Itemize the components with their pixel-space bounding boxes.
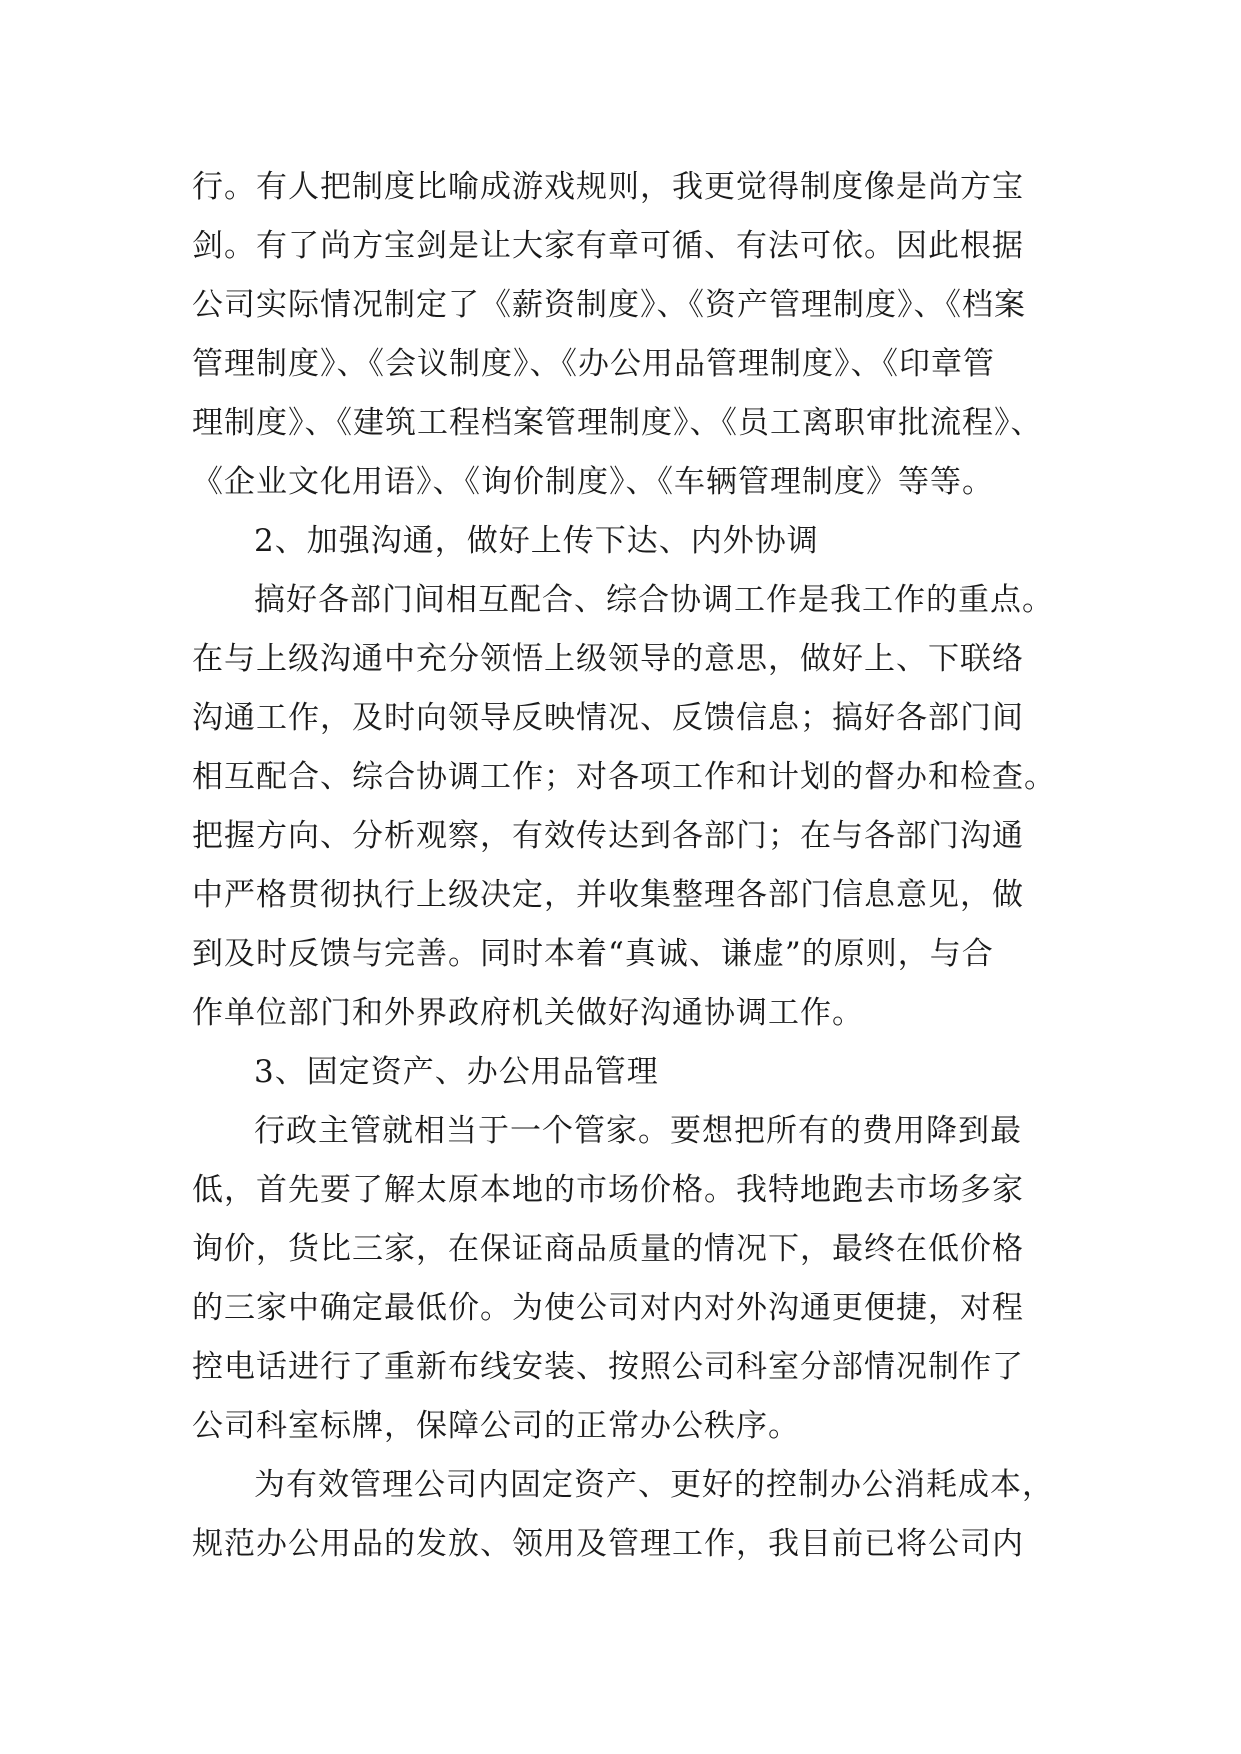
text-line: 控电话进行了重新布线安装、按照公司科室分部情况制作了 [192, 1349, 1024, 1385]
text-line: 2、加强沟通，做好上传下达、内外协调 [254, 523, 819, 559]
text-line: 公司实际情况制定了《薪资制度》、《资产管理制度》、《档案 [192, 287, 1026, 323]
text-line: 剑。有了尚方宝剑是让大家有章可循、有法可依。因此根据 [192, 228, 1024, 264]
document-body [192, 158, 1072, 1574]
text-line: 管理制度》、《会议制度》、《办公用品管理制度》、《印章管 [192, 346, 995, 382]
text-line: 公司科室标牌，保障公司的正常办公秩序。 [192, 1408, 800, 1444]
text-line: 询价，货比三家，在保证商品质量的情况下，最终在低价格 [192, 1231, 1024, 1267]
text-line: 把握方向、分析观察，有效传达到各部门；在与各部门沟通 [192, 818, 1024, 854]
text-line: 的三家中确定最低价。为使公司对内对外沟通更便捷，对程 [192, 1290, 1024, 1326]
text-line: 沟通工作，及时向领导反映情况、反馈信息；搞好各部门间 [192, 700, 1024, 736]
text-line: 《企业文化用语》、《询价制度》、《车辆管理制度》等等。 [192, 464, 994, 500]
text-line: 规范办公用品的发放、领用及管理工作，我目前已将公司内 [192, 1526, 1024, 1562]
text-line: 行。有人把制度比喻成游戏规则，我更觉得制度像是尚方宝 [192, 169, 1024, 205]
text-line: 中严格贯彻执行上级决定，并收集整理各部门信息意见，做 [192, 877, 1024, 913]
text-line: 行政主管就相当于一个管家。要想把所有的费用降到最 [254, 1113, 1022, 1149]
text-line: 3、固定资产、办公用品管理 [254, 1054, 659, 1090]
text-line: 理制度》、《建筑工程档案管理制度》、《员工离职审批流程》、 [192, 405, 1043, 441]
text-line: 搞好各部门间相互配合、综合协调工作是我工作的重点。 [254, 582, 1054, 618]
text-line: 作单位部门和外界政府机关做好沟通协调工作。 [192, 995, 864, 1031]
text-line: 相互配合、综合协调工作；对各项工作和计划的督办和检查。 [192, 759, 1056, 795]
text-line: 到及时反馈与完善。同时本着“真诚、谦虚”的原则，与合 [192, 936, 994, 972]
text-line: 低，首先要了解太原本地的市场价格。我特地跑去市场多家 [192, 1172, 1024, 1208]
text-line: 为有效管理公司内固定资产、更好的控制办公消耗成本， [254, 1467, 1054, 1503]
text-line: 在与上级沟通中充分领悟上级领导的意思，做好上、下联络 [192, 641, 1024, 677]
